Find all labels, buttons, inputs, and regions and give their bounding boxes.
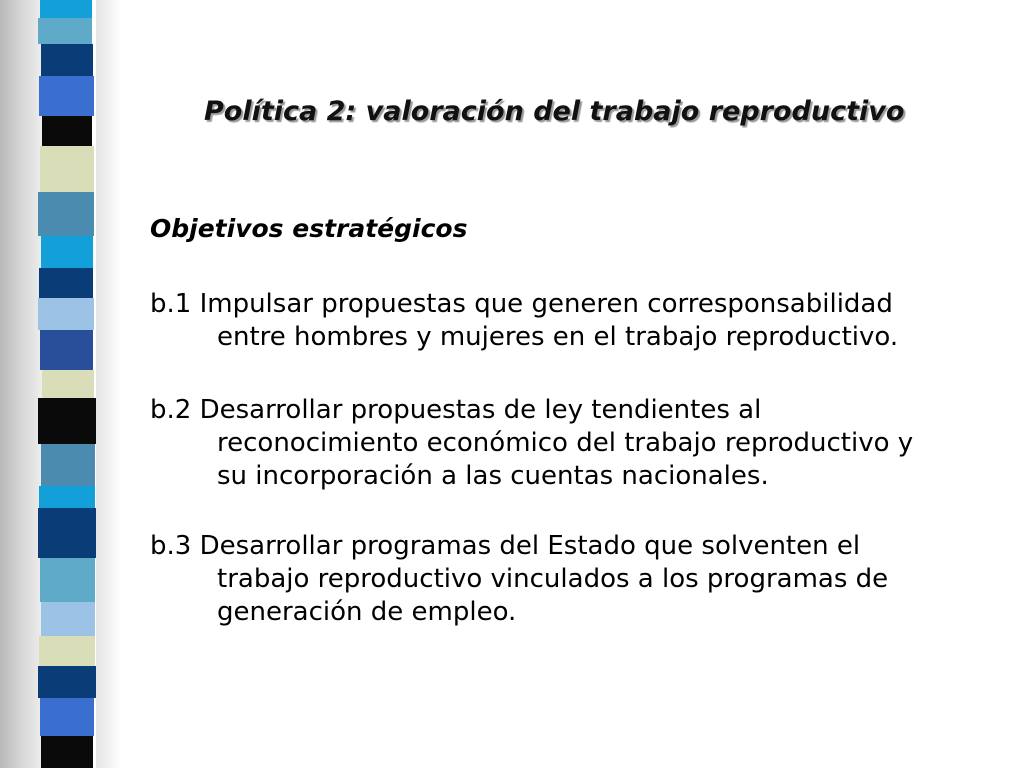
strip-shadow — [96, 0, 122, 768]
strip-segment — [40, 558, 95, 602]
slide-title: Política 2: valoración del trabajo reproductivo — [204, 96, 905, 127]
strip-segment — [42, 116, 92, 146]
strip-segment — [40, 698, 94, 736]
strip-segment — [38, 666, 96, 698]
strip-segment — [41, 444, 95, 486]
section-subtitle: Objetivos estratégicos — [150, 214, 468, 243]
objective-item-b1 — [150, 288, 980, 354]
objective-b2-line2: reconocimiento económico del trabajo reproductivo y — [217, 427, 914, 458]
strip-segment — [38, 192, 94, 236]
objective-item-b3 — [150, 530, 980, 628]
strip-segment — [39, 76, 94, 116]
strip-segment — [38, 18, 92, 44]
strip-segment — [38, 508, 96, 558]
strip-segment — [41, 602, 95, 636]
strip-segment — [40, 330, 93, 370]
strip-segment — [38, 298, 94, 330]
strip-segment — [39, 636, 95, 666]
objective-item-b2 — [150, 394, 980, 492]
objective-b3-line1: b.3 Desarrollar programas del Estado que solventen el — [150, 531, 861, 561]
strip-segment — [40, 0, 92, 18]
objective-b2-line1: b.2 Desarrollar propuestas de ley tendientes al — [150, 395, 762, 425]
objective-b3-line2: trabajo reproductivo vinculados a los programas de — [217, 563, 889, 594]
strip-segment — [41, 44, 93, 76]
strip-segment — [39, 486, 95, 508]
strip-segment — [41, 236, 93, 268]
objective-b2-line3: su incorporación a las cuentas nacionales. — [217, 460, 769, 491]
objective-b1-line2: entre hombres y mujeres en el trabajo reproductivo. — [217, 321, 899, 352]
strip-segment — [42, 370, 94, 398]
strip-segment — [40, 146, 94, 192]
objective-b3-line3: generación de empleo. — [217, 596, 517, 627]
strip-segment — [39, 268, 93, 298]
strip-segment — [41, 736, 93, 768]
objective-b1-line1: b.1 Impulsar propuestas que generen corresponsabilidad — [150, 289, 893, 319]
strip-segment — [38, 398, 96, 444]
